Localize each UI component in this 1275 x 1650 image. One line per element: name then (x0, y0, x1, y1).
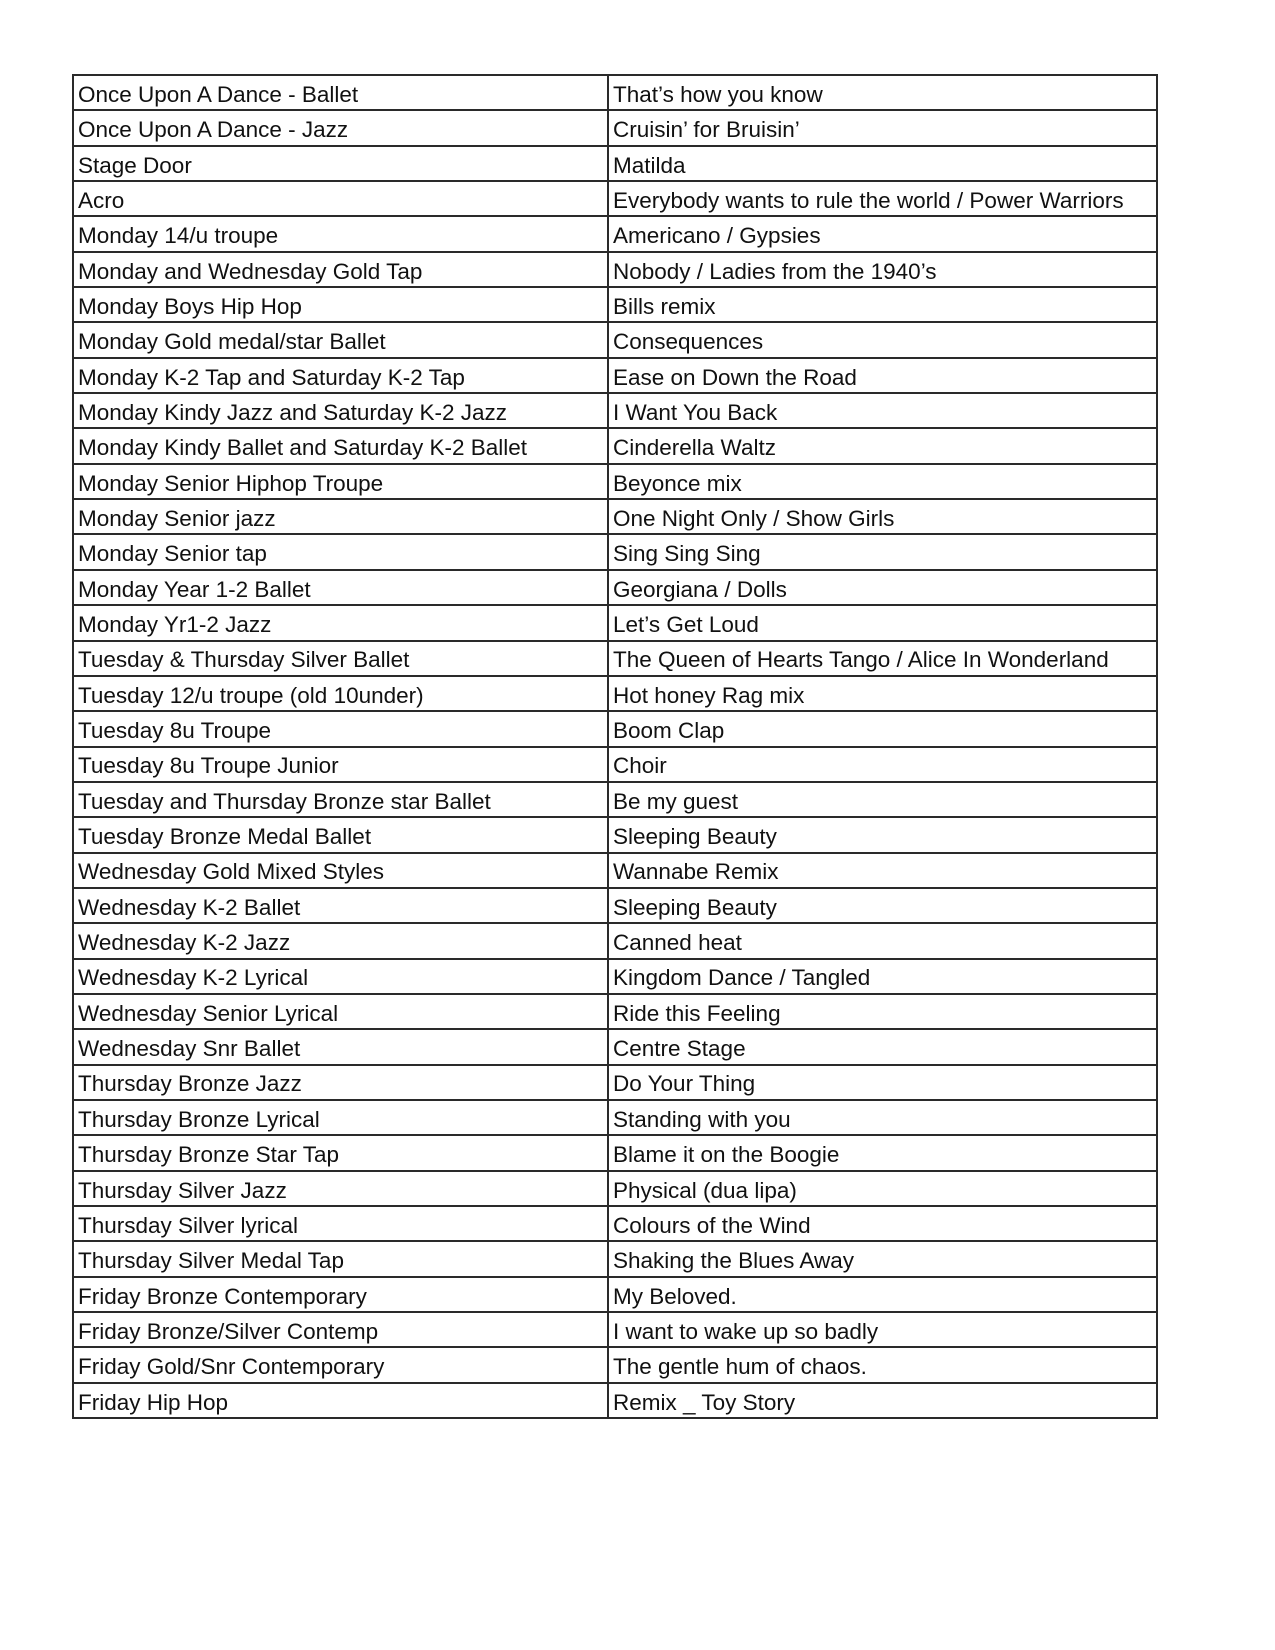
class-name-cell: Monday K-2 Tap and Saturday K-2 Tap (73, 358, 608, 393)
table-row (73, 1241, 1157, 1276)
class-name-cell: Wednesday Gold Mixed Styles (73, 853, 608, 888)
table-row (73, 1135, 1157, 1170)
song-title-cell: Hot honey Rag mix (608, 676, 1157, 711)
class-name-cell: Friday Hip Hop (73, 1383, 608, 1418)
song-title-cell: One Night Only / Show Girls (608, 499, 1157, 534)
table-row (73, 1312, 1157, 1347)
song-title-cell: Do Your Thing (608, 1065, 1157, 1100)
song-title-cell: Matilda (608, 146, 1157, 181)
song-title-cell: My Beloved. (608, 1277, 1157, 1312)
class-name-cell: Thursday Silver lyrical (73, 1206, 608, 1241)
class-name-cell: Once Upon A Dance - Jazz (73, 110, 608, 145)
song-title-cell: Sleeping Beauty (608, 817, 1157, 852)
song-title-cell: Georgiana / Dolls (608, 570, 1157, 605)
table-row (73, 817, 1157, 852)
song-title-cell: Physical (dua lipa) (608, 1171, 1157, 1206)
class-name-cell: Wednesday Snr Ballet (73, 1029, 608, 1064)
song-title-cell: Cinderella Waltz (608, 428, 1157, 463)
class-name-cell: Monday Kindy Ballet and Saturday K-2 Ballet (73, 428, 608, 463)
song-title-cell: Shaking the Blues Away (608, 1241, 1157, 1276)
class-name-cell: Wednesday K-2 Ballet (73, 888, 608, 923)
table-row (73, 393, 1157, 428)
class-name-cell: Monday Boys Hip Hop (73, 287, 608, 322)
song-title-cell: That’s how you know (608, 75, 1157, 110)
song-title-cell: Colours of the Wind (608, 1206, 1157, 1241)
table-row (73, 1277, 1157, 1312)
song-title-cell: Be my guest (608, 782, 1157, 817)
song-title-cell: Boom Clap (608, 711, 1157, 746)
class-name-cell: Tuesday and Thursday Bronze star Ballet (73, 782, 608, 817)
table-row (73, 464, 1157, 499)
song-title-cell: Bills remix (608, 287, 1157, 322)
table-row (73, 287, 1157, 322)
class-name-cell: Tuesday 8u Troupe (73, 711, 608, 746)
table-row (73, 1029, 1157, 1064)
song-title-cell: Standing with you (608, 1100, 1157, 1135)
table-row (73, 216, 1157, 251)
song-title-cell: Wannabe Remix (608, 853, 1157, 888)
song-title-cell: Everybody wants to rule the world / Power Warriors (608, 181, 1157, 216)
table-row (73, 1347, 1157, 1382)
song-title-cell: Let’s Get Loud (608, 605, 1157, 640)
song-title-cell: Kingdom Dance / Tangled (608, 959, 1157, 994)
song-title-cell: Consequences (608, 322, 1157, 357)
song-title-cell: The Queen of Hearts Tango / Alice In Wonderland (608, 641, 1157, 676)
class-song-table (72, 74, 1158, 1419)
class-name-cell: Monday Gold medal/star Ballet (73, 322, 608, 357)
song-title-cell: Ease on Down the Road (608, 358, 1157, 393)
table-body (73, 75, 1157, 1418)
class-name-cell: Thursday Silver Medal Tap (73, 1241, 608, 1276)
table-row (73, 181, 1157, 216)
class-name-cell: Monday Senior tap (73, 534, 608, 569)
song-title-cell: Ride this Feeling (608, 994, 1157, 1029)
class-name-cell: Tuesday 8u Troupe Junior (73, 747, 608, 782)
class-name-cell: Monday Year 1-2 Ballet (73, 570, 608, 605)
table-row (73, 1100, 1157, 1135)
table-row (73, 711, 1157, 746)
table-row (73, 782, 1157, 817)
class-name-cell: Thursday Bronze Lyrical (73, 1100, 608, 1135)
table-row (73, 747, 1157, 782)
class-name-cell: Monday and Wednesday Gold Tap (73, 252, 608, 287)
class-name-cell: Friday Gold/Snr Contemporary (73, 1347, 608, 1382)
table-row (73, 605, 1157, 640)
class-name-cell: Thursday Silver Jazz (73, 1171, 608, 1206)
class-name-cell: Wednesday K-2 Jazz (73, 923, 608, 958)
song-title-cell: Canned heat (608, 923, 1157, 958)
song-title-cell: Beyonce mix (608, 464, 1157, 499)
song-title-cell: Choir (608, 747, 1157, 782)
class-name-cell: Acro (73, 181, 608, 216)
table-row (73, 252, 1157, 287)
song-title-cell: Cruisin’ for Bruisin’ (608, 110, 1157, 145)
table-row (73, 570, 1157, 605)
song-title-cell: Americano / Gypsies (608, 216, 1157, 251)
class-name-cell: Thursday Bronze Jazz (73, 1065, 608, 1100)
table-row (73, 534, 1157, 569)
table-row (73, 110, 1157, 145)
class-name-cell: Monday 14/u troupe (73, 216, 608, 251)
table-row (73, 1383, 1157, 1418)
table-row (73, 146, 1157, 181)
song-title-cell: Nobody / Ladies from the 1940’s (608, 252, 1157, 287)
class-name-cell: Friday Bronze/Silver Contemp (73, 1312, 608, 1347)
class-name-cell: Tuesday 12/u troupe (old 10under) (73, 676, 608, 711)
table-row (73, 358, 1157, 393)
class-name-cell: Monday Senior jazz (73, 499, 608, 534)
song-title-cell: I want to wake up so badly (608, 1312, 1157, 1347)
class-name-cell: Once Upon A Dance - Ballet (73, 75, 608, 110)
song-title-cell: I Want You Back (608, 393, 1157, 428)
table-row (73, 959, 1157, 994)
table-row (73, 428, 1157, 463)
table-row (73, 923, 1157, 958)
table-row (73, 322, 1157, 357)
song-title-cell: Remix _ Toy Story (608, 1383, 1157, 1418)
song-title-cell: Centre Stage (608, 1029, 1157, 1064)
table-row (73, 1206, 1157, 1241)
class-name-cell: Monday Kindy Jazz and Saturday K-2 Jazz (73, 393, 608, 428)
table-row (73, 888, 1157, 923)
song-title-cell: Sing Sing Sing (608, 534, 1157, 569)
table-row (73, 1065, 1157, 1100)
class-name-cell: Wednesday Senior Lyrical (73, 994, 608, 1029)
class-name-cell: Tuesday & Thursday Silver Ballet (73, 641, 608, 676)
table-row (73, 499, 1157, 534)
class-name-cell: Tuesday Bronze Medal Ballet (73, 817, 608, 852)
class-name-cell: Wednesday K-2 Lyrical (73, 959, 608, 994)
class-name-cell: Monday Yr1-2 Jazz (73, 605, 608, 640)
song-title-cell: The gentle hum of chaos. (608, 1347, 1157, 1382)
table-row (73, 994, 1157, 1029)
class-name-cell: Friday Bronze Contemporary (73, 1277, 608, 1312)
song-title-cell: Sleeping Beauty (608, 888, 1157, 923)
class-name-cell: Thursday Bronze Star Tap (73, 1135, 608, 1170)
table-row (73, 1171, 1157, 1206)
class-name-cell: Monday Senior Hiphop Troupe (73, 464, 608, 499)
song-title-cell: Blame it on the Boogie (608, 1135, 1157, 1170)
table-row (73, 676, 1157, 711)
table-row (73, 853, 1157, 888)
table-row (73, 641, 1157, 676)
class-name-cell: Stage Door (73, 146, 608, 181)
table-row (73, 75, 1157, 110)
